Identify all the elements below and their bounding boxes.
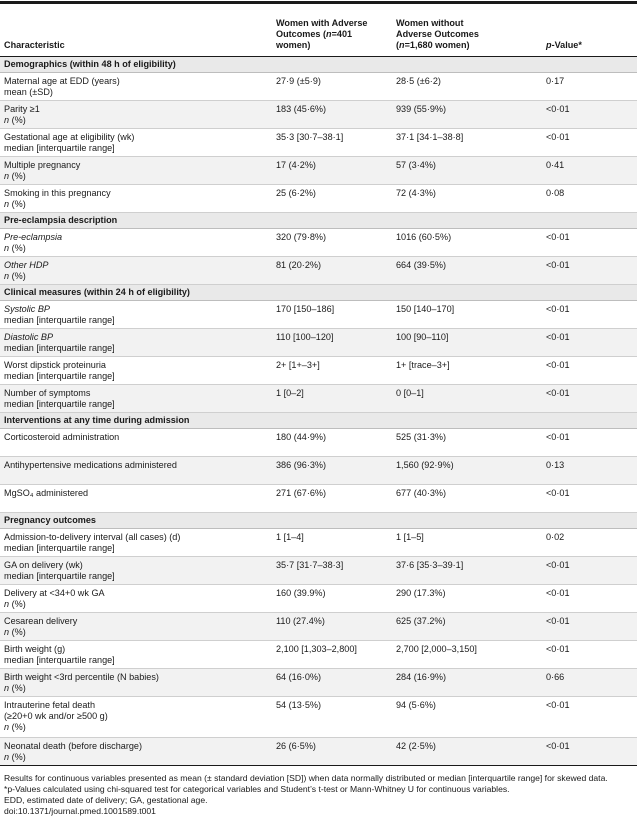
with-adverse-cell: 110 (27.4%) (272, 613, 392, 641)
without-adverse-cell: 1016 (60·5%) (392, 229, 542, 257)
without-adverse-cell: 94 (5·6%) (392, 697, 542, 738)
characteristic-cell (0, 385, 272, 413)
characteristic-cell (0, 157, 272, 185)
row-statistic-type: n (%) (4, 722, 26, 732)
characteristic-cell (0, 357, 272, 385)
row-label: Worst dipstick proteinuria (4, 360, 106, 370)
table-row (0, 157, 637, 185)
characteristic-cell (0, 429, 272, 457)
section-title: Clinical measures (within 24 h of eligibility) (0, 285, 637, 301)
pvalue-cell: <0·01 (542, 585, 637, 613)
footnote-abbreviations: EDD, estimated date of delivery; GA, gestational age. (4, 795, 208, 805)
without-adverse-cell: 677 (40·3%) (392, 485, 542, 513)
pvalue-cell: 0·08 (542, 185, 637, 213)
pvalue-cell: <0·01 (542, 485, 637, 513)
row-statistic-type: median [interquartile range] (4, 543, 115, 553)
pvalue-cell: <0·01 (542, 301, 637, 329)
characteristic-cell (0, 457, 272, 485)
section-header-row (0, 57, 637, 73)
row-label: GA on delivery (wk) (4, 560, 83, 570)
without-adverse-cell: 664 (39·5%) (392, 257, 542, 285)
row-statistic-type: n (%) (4, 271, 26, 281)
header-characteristic: Characteristic (0, 4, 272, 57)
row-label: MgSO₄ administered (4, 488, 89, 498)
without-adverse-cell: 100 [90–110] (392, 329, 542, 357)
row-statistic-type: n (%) (4, 171, 26, 181)
row-label: Diastolic BP (4, 332, 54, 342)
table-body (0, 57, 637, 766)
without-adverse-cell: 37·6 [35·3–39·1] (392, 557, 542, 585)
pvalue-cell: <0·01 (542, 329, 637, 357)
with-adverse-cell: 110 [100–120] (272, 329, 392, 357)
without-adverse-cell: 525 (31·3%) (392, 429, 542, 457)
row-label-detail: (≥20+0 wk and/or ≥500 g) (4, 711, 108, 721)
row-statistic-type: median [interquartile range] (4, 343, 115, 353)
row-label: Maternal age at EDD (years) (4, 76, 120, 86)
section-title: Pre-eclampsia description (0, 213, 637, 229)
row-label: Gestational age at eligibility (wk) (4, 132, 135, 142)
row-statistic-type: n (%) (4, 243, 26, 253)
table-footnotes (0, 766, 637, 817)
table-row (0, 557, 637, 585)
characteristic-cell (0, 73, 272, 101)
table-row (0, 485, 637, 513)
with-adverse-cell: 35·7 [31·7–38·3] (272, 557, 392, 585)
header-pvalue: p-Value* (542, 4, 637, 57)
section-title: Interventions at any time during admission (0, 413, 637, 429)
with-adverse-cell: 64 (16·0%) (272, 669, 392, 697)
pvalue-cell: <0·01 (542, 385, 637, 413)
pvalue-cell: 0·17 (542, 73, 637, 101)
characteristic-cell (0, 641, 272, 669)
without-adverse-cell: 72 (4·3%) (392, 185, 542, 213)
table-row (0, 129, 637, 157)
row-label: Number of symptoms (4, 388, 91, 398)
characteristic-cell (0, 301, 272, 329)
with-adverse-cell: 27·9 (±5·9) (272, 73, 392, 101)
with-adverse-cell: 160 (39.9%) (272, 585, 392, 613)
with-adverse-cell: 17 (4·2%) (272, 157, 392, 185)
row-statistic-type: n (%) (4, 199, 26, 209)
with-adverse-cell: 2+ [1+–3+] (272, 357, 392, 385)
row-label: Intrauterine fetal death (4, 700, 95, 710)
row-label: Parity ≥1 (4, 104, 40, 114)
pvalue-cell: <0·01 (542, 738, 637, 766)
without-adverse-cell: 290 (17.3%) (392, 585, 542, 613)
table-row (0, 457, 637, 485)
table-row (0, 301, 637, 329)
header-row (0, 4, 637, 57)
footnote-doi: doi:10.1371/journal.pmed.1001589.t001 (4, 806, 156, 816)
table-row (0, 101, 637, 129)
without-adverse-cell: 0 [0–1] (392, 385, 542, 413)
pvalue-cell: <0·01 (542, 613, 637, 641)
with-adverse-cell: 1 [1–4] (272, 529, 392, 557)
without-adverse-cell: 284 (16·9%) (392, 669, 542, 697)
pvalue-cell: 0·66 (542, 669, 637, 697)
with-adverse-cell: 183 (45·6%) (272, 101, 392, 129)
table-row (0, 229, 637, 257)
row-label: Systolic BP (4, 304, 50, 314)
footnote-pvalues: *p-Values calculated using chi-squared test for categorical variables and Student’s t-test or Mann-Whitney U for continuous variables. (4, 784, 510, 794)
characteristic-cell (0, 613, 272, 641)
row-statistic-type: median [interquartile range] (4, 143, 115, 153)
table-row (0, 329, 637, 357)
row-label: Corticosteroid administration (4, 432, 120, 442)
without-adverse-cell: 150 [140–170] (392, 301, 542, 329)
pvalue-cell: <0·01 (542, 229, 637, 257)
section-header-row (0, 285, 637, 301)
table-row (0, 529, 637, 557)
pvalue-cell: <0·01 (542, 429, 637, 457)
characteristic-cell (0, 185, 272, 213)
row-label: Birth weight (g) (4, 644, 66, 654)
section-title: Pregnancy outcomes (0, 513, 637, 529)
without-adverse-cell: 2,700 [2,000–3,150] (392, 641, 542, 669)
row-label: Birth weight <3rd percentile (N babies) (4, 672, 159, 682)
characteristic-cell (0, 229, 272, 257)
pvalue-cell: <0·01 (542, 129, 637, 157)
row-label: Multiple pregnancy (4, 160, 81, 170)
row-statistic-type: median [interquartile range] (4, 315, 115, 325)
row-statistic-type: n (%) (4, 752, 26, 762)
without-adverse-cell: 57 (3·4%) (392, 157, 542, 185)
with-adverse-cell: 54 (13·5%) (272, 697, 392, 738)
without-adverse-cell: 1 [1–5] (392, 529, 542, 557)
header-with-adverse: Women with Adverse Outcomes (n=401 women) (272, 4, 392, 57)
row-label: Neonatal death (before discharge) (4, 741, 143, 751)
row-statistic-type: mean (±SD) (4, 87, 53, 97)
without-adverse-cell: 42 (2·5%) (392, 738, 542, 766)
pvalue-cell: <0·01 (542, 257, 637, 285)
with-adverse-cell: 81 (20·2%) (272, 257, 392, 285)
row-label: Smoking in this pregnancy (4, 188, 111, 198)
row-label: Delivery at <34+0 wk GA (4, 588, 105, 598)
without-adverse-cell: 939 (55·9%) (392, 101, 542, 129)
without-adverse-cell: 1+ [trace–3+] (392, 357, 542, 385)
row-statistic-type: median [interquartile range] (4, 399, 115, 409)
table-row (0, 385, 637, 413)
characteristic-cell (0, 329, 272, 357)
row-label: Pre-eclampsia (4, 232, 63, 242)
table-row (0, 738, 637, 766)
table-row (0, 585, 637, 613)
with-adverse-cell: 320 (79·8%) (272, 229, 392, 257)
row-statistic-type: n (%) (4, 627, 26, 637)
with-adverse-cell: 2,100 [1,303–2,800] (272, 641, 392, 669)
without-adverse-cell: 28·5 (±6·2) (392, 73, 542, 101)
table-container (0, 1, 637, 817)
with-adverse-cell: 170 [150–186] (272, 301, 392, 329)
with-adverse-cell: 1 [0–2] (272, 385, 392, 413)
characteristic-cell (0, 485, 272, 513)
pvalue-cell: <0·01 (542, 101, 637, 129)
table-row (0, 257, 637, 285)
row-statistic-type: median [interquartile range] (4, 371, 115, 381)
characteristic-cell (0, 101, 272, 129)
table-row (0, 613, 637, 641)
without-adverse-cell: 625 (37.2%) (392, 613, 542, 641)
pvalue-cell: <0·01 (542, 357, 637, 385)
characteristic-cell (0, 738, 272, 766)
header-without-adverse: Women without Adverse Outcomes (n=1,680 women) (392, 4, 542, 57)
pvalue-cell: <0·01 (542, 697, 637, 738)
characteristic-cell (0, 529, 272, 557)
with-adverse-cell: 180 (44·9%) (272, 429, 392, 457)
row-statistic-type: n (%) (4, 115, 26, 125)
footnote-results: Results for continuous variables presented as mean (± standard deviation [SD]) when data normally distributed or median [interquartile range] for skewed data. (4, 773, 608, 783)
with-adverse-cell: 271 (67·6%) (272, 485, 392, 513)
pvalue-cell: 0·41 (542, 157, 637, 185)
row-label: Other HDP (4, 260, 49, 270)
pvalue-cell: <0·01 (542, 557, 637, 585)
section-header-row (0, 213, 637, 229)
with-adverse-cell: 386 (96·3%) (272, 457, 392, 485)
without-adverse-cell: 1,560 (92·9%) (392, 457, 542, 485)
without-adverse-cell: 37·1 [34·1–38·8] (392, 129, 542, 157)
characteristic-cell (0, 669, 272, 697)
characteristic-cell (0, 585, 272, 613)
table-row (0, 669, 637, 697)
row-statistic-type: n (%) (4, 599, 26, 609)
table-row (0, 429, 637, 457)
table-row (0, 73, 637, 101)
characteristics-table (0, 4, 637, 766)
table-row (0, 357, 637, 385)
row-statistic-type: median [interquartile range] (4, 655, 115, 665)
row-statistic-type: n (%) (4, 683, 26, 693)
section-title: Demographics (within 48 h of eligibility) (0, 57, 637, 73)
characteristic-cell (0, 697, 272, 738)
table-row (0, 641, 637, 669)
pvalue-cell: 0·02 (542, 529, 637, 557)
table-row (0, 185, 637, 213)
with-adverse-cell: 25 (6·2%) (272, 185, 392, 213)
row-label: Cesarean delivery (4, 616, 78, 626)
with-adverse-cell: 26 (6·5%) (272, 738, 392, 766)
with-adverse-cell: 35·3 [30·7–38·1] (272, 129, 392, 157)
section-header-row (0, 513, 637, 529)
characteristic-cell (0, 129, 272, 157)
row-label: Antihypertensive medications administered (4, 460, 177, 470)
section-header-row (0, 413, 637, 429)
table-row (0, 697, 637, 738)
characteristic-cell (0, 557, 272, 585)
pvalue-cell: <0·01 (542, 641, 637, 669)
characteristic-cell (0, 257, 272, 285)
pvalue-cell: 0·13 (542, 457, 637, 485)
row-label: Admission-to-delivery interval (all cases) (d) (4, 532, 181, 542)
row-statistic-type: median [interquartile range] (4, 571, 115, 581)
